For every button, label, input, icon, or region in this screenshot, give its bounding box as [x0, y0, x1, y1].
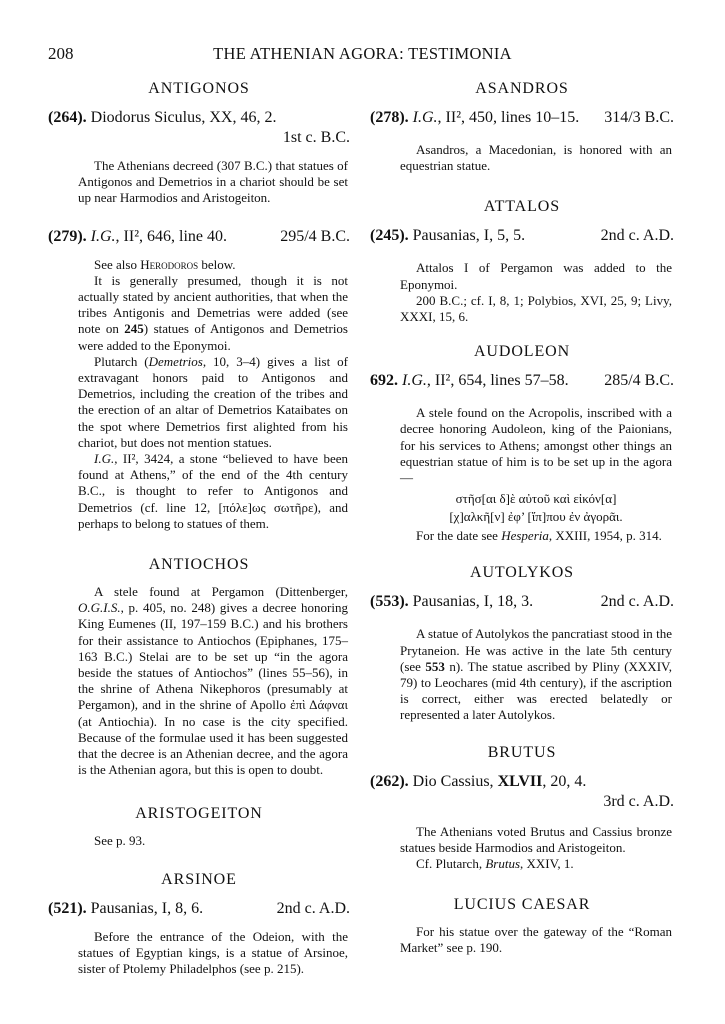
entry-text-block — [370, 142, 674, 174]
entry-paragraph: The Athenians voted Brutus and Cassius bronze statues beside Harmodios and Aristogeiton. — [400, 823, 672, 855]
text-run: Cf. Plutarch, — [416, 856, 486, 872]
text-run: , p. 405, no. 248) gives a decree honoring King Eumenes (II, 197–159 B.C.) and his brothers for their assistance to Antiochos (Epiphanes, 175–163 B.C.) Stelai are to be set up “in the agora beside the statues of Antiochos” (lines 55–56), in the shrine of Athena Nikephoros (presumably at Pergamon), and in the shrine of Apollo ἐπὶ Δάφναι (at Antiochia). In no case is the city specified. Because of the formulae used it has been suggested that the decree is an Athenian decree, and the agora is the Athenian agora, but this is open to doubt. — [78, 600, 348, 778]
text-run: See also — [94, 256, 141, 272]
work-title: O.G.I.S. — [78, 600, 121, 616]
entry-date: 1st c. B.C. — [282, 129, 350, 146]
text-run: n). The statue ascribed by Pliny (XXXIV, 79) to Leochares (mid 4th century), if the ascription is correct, either was erected belatedly or represented a later Autolykos. — [400, 658, 672, 723]
entry-source-tail: , 20, 4. — [542, 772, 587, 790]
entry-source: Dio Cassius, — [412, 772, 498, 790]
entry-553-reference — [370, 592, 674, 612]
entry-text-block — [370, 260, 674, 325]
entry-text: For his statue over the gateway of the “Roman Market” see p. 190. — [400, 924, 672, 956]
work-title: Demetrios — [148, 353, 203, 369]
entry-paragraph — [78, 354, 348, 451]
entry-ref-number: 553 — [425, 658, 445, 674]
text-run: , II², 3424, a stone “believed to have been found at Athens,” of the end of the 4th century B.C., is thought to refer to Antigonos and Demetrios (cf. line 12, [πόλε]ως σωτῆρε), and perhaps to belong to statues of them. — [78, 451, 348, 531]
entry-521-reference — [48, 899, 350, 919]
text-run: ) statues of Antigonos and Demetrios were added to the Eponymoi. — [78, 321, 348, 353]
entry-source: Pausanias, I, 5, 5. — [412, 227, 526, 245]
entry-date: 2nd c. A.D. — [276, 899, 350, 917]
entry-source: , II², 646, line 40. — [115, 227, 227, 245]
section-antigonos — [48, 80, 350, 532]
entry-source: Pausanias, I, 18, 3. — [412, 593, 534, 611]
cross-reference: Herodoros — [140, 256, 199, 272]
entry-ref-number: 245 — [124, 321, 144, 337]
entry-paragraph — [78, 584, 348, 778]
greek-line: [χ]αλκῆ[ν] ἐφ’ [ἵπ]που ἐν ἀγορᾶι. — [449, 509, 623, 525]
entry-paragraph: 200 B.C.; cf. I, 8, 1; Polybios, XVI, 25, 9; Livy, XXXI, 15, 6. — [400, 292, 672, 325]
entry-text-block — [370, 626, 674, 723]
entry-text: See p. 93. — [94, 832, 146, 848]
text-run: For the date see — [416, 528, 502, 544]
entry-text-block — [48, 257, 350, 532]
entry-paragraph — [78, 257, 348, 273]
left-column — [48, 80, 350, 977]
greek-line: στῆσ[αι δ]ὲ αὐτοῦ καὶ εἰκόν[α] — [455, 491, 617, 507]
entry-text-block — [370, 824, 674, 873]
section-heading: AUTOLYKOS — [470, 564, 574, 582]
entry-692-reference — [370, 371, 674, 391]
entry-source: , II², 450, lines 10–15. — [437, 109, 580, 126]
entry-text-block — [48, 929, 350, 978]
entry-source-book: XLVII — [497, 772, 543, 790]
entry-text-block — [48, 158, 350, 207]
entry-source-ig: I.G. — [402, 372, 427, 390]
section-heading: ANTIGONOS — [148, 80, 250, 97]
entry-text-block — [48, 584, 350, 778]
text-run: It is generally presumed, though it is not actually stated by ancient authorities, that when the tribes Antigonis and Demetrias were added (see note on — [78, 272, 348, 337]
section-lucius-caesar — [370, 896, 674, 956]
section-heading: ATTALOS — [483, 198, 561, 216]
text-run: , XXIII, 1954, p. 314. — [548, 528, 662, 544]
entry-label: (553). — [370, 593, 409, 611]
entry-text: Before the entrance of the Odeion, with the statues of Egyptian kings, is a statue of Arsinoe, sister of Ptolemy Philadelphos (see p. 215). — [78, 928, 348, 977]
text-run: A stele found at Pergamon (Dittenberger, — [94, 584, 348, 600]
entry-source: Diodorus Siculus, XX, 46, 2. — [90, 109, 277, 126]
journal-title: Hesperia — [501, 528, 549, 544]
entry-note — [400, 528, 672, 544]
section-heading: ASANDROS — [475, 80, 569, 97]
entry-279-reference — [48, 227, 350, 247]
entry-264-reference — [48, 108, 350, 128]
text-run: below. — [198, 256, 236, 272]
entry-label: (521). — [48, 899, 87, 917]
entry-source: Pausanias, I, 8, 6. — [90, 899, 204, 917]
entry-text: Asandros, a Macedonian, is honored with an equestrian statue. — [400, 142, 672, 174]
section-heading: ARISTOGEITON — [135, 804, 263, 822]
entry-label: (245). — [370, 227, 409, 245]
section-heading: BRUTUS — [487, 743, 557, 761]
section-antiochos — [48, 556, 350, 778]
section-arsinoe — [48, 871, 350, 978]
entry-text: A stele found on the Acropolis, inscribed with a decree honoring Audoleon, king of the Paionians, for his services to Athens; amongst other things an equestrian statue of him is to be set up in the agora— — [400, 405, 672, 486]
section-heading: LUCIUS CAESAR — [453, 896, 591, 914]
entry-label: (278). — [370, 109, 409, 126]
section-heading: ANTIOCHOS — [148, 556, 250, 574]
entry-label: (279). — [48, 227, 87, 245]
section-brutus — [370, 744, 674, 873]
section-heading: AUDOLEON — [473, 343, 571, 361]
section-audoleon — [370, 343, 674, 544]
entry-245-reference — [370, 226, 674, 246]
entry-label: (264). — [48, 109, 87, 126]
entry-date: 3rd c. A.D. — [603, 792, 674, 810]
right-column — [370, 80, 674, 957]
section-attalos — [370, 198, 674, 325]
entry-date: 2nd c. A.D. — [600, 227, 674, 245]
section-aristogeiton — [48, 805, 350, 849]
entry-paragraph — [78, 451, 348, 532]
entry-paragraph — [400, 626, 672, 723]
entry-paragraph — [78, 273, 348, 354]
section-heading: ARSINOE — [161, 870, 237, 888]
entry-date: 2nd c. A.D. — [600, 593, 674, 611]
text-run: Plutarch ( — [94, 353, 149, 369]
section-autolykos — [370, 564, 674, 723]
work-title: I.G. — [94, 451, 115, 467]
text-run: A statue of Autolykos the pancratiast stood in the Prytaneion. He was active in the late 5th century (see — [400, 626, 672, 674]
entry-source: , II², 654, lines 57–58. — [426, 372, 569, 390]
section-asandros — [370, 80, 674, 174]
entry-date: 314/3 B.C. — [604, 109, 674, 126]
entry-date: 295/4 B.C. — [280, 227, 350, 245]
entry-278-reference — [370, 108, 674, 128]
text-run: , 10, 3–4) gives a list of extravagant honors paid to Antigonos and Demetrios, including the creation of the tribes and the erection of an altar of Demetrios Kataibates on the spot where Demetrios first alighted from his chariot, but does not mention statues. — [78, 353, 348, 450]
running-title: THE ATHENIAN AGORA: TESTIMONIA — [213, 44, 512, 63]
entry-text-block — [370, 924, 674, 956]
greek-quotation — [400, 490, 672, 526]
entry-paragraph: Attalos I of Pergamon was added to the Eponymoi. — [400, 260, 672, 292]
entry-paragraph — [400, 856, 672, 872]
entry-label: 692. — [370, 372, 398, 390]
entry-source-ig: I.G. — [412, 109, 438, 126]
entry-label: (262). — [370, 772, 409, 790]
text-run: , XXIV, 1. — [520, 856, 574, 872]
entry-text-block — [48, 833, 350, 849]
entry-text: The Athenians decreed (307 B.C.) that statues of Antigonos and Demetrios in a chariot should be set up near Harmodios and Aristogeiton. — [78, 158, 348, 206]
page-number: 208 — [48, 44, 74, 63]
work-title: Brutus — [485, 856, 520, 872]
entry-text-block — [370, 405, 674, 544]
entry-source-ig: I.G. — [90, 227, 116, 245]
entry-262-reference — [370, 772, 674, 792]
entry-date: 285/4 B.C. — [604, 372, 674, 390]
